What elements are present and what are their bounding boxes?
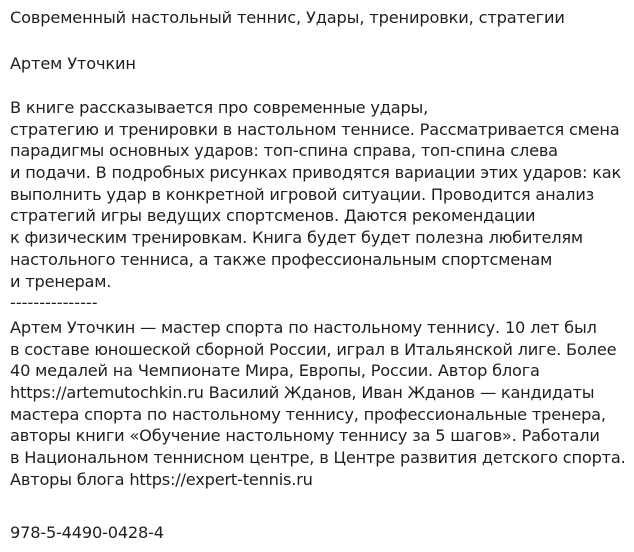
bio-line: в Национальном теннисном центре, в Центре развития детского спорта. bbox=[10, 448, 626, 468]
bio-line: Артем Уточкин — мастер спорта по настольному теннису. 10 лет был bbox=[10, 318, 597, 337]
bio-line: https://artemutochkin.ru Василий Жданов, Иван Жданов — кандидаты bbox=[10, 383, 595, 403]
description-line: настольного тенниса, а также профессиональным спортсменам bbox=[10, 249, 553, 269]
separator: --------------- bbox=[10, 293, 98, 313]
book-description bbox=[10, 97, 621, 314]
bio-line: мастера спорта по настольному теннису, профессиональные тренера, bbox=[10, 404, 606, 424]
description-line: парадигмы основных ударов: топ-спина справа, топ-спина слева bbox=[10, 141, 558, 161]
description-line: выполнить удар в конкретной игровой ситуации. Проводится анализ bbox=[10, 184, 595, 204]
description-line: к физическим тренировкам. Книга будет будет полезна любителям bbox=[10, 228, 583, 248]
book-author: Артем Уточкин bbox=[10, 54, 136, 73]
bio-line: 40 медалей на Чемпионате Мира, Европы, России. Автор блога bbox=[10, 361, 540, 381]
description-line: и подачи. В подробных рисунках приводятся вариации этих ударов: как bbox=[10, 163, 622, 183]
description-line: и тренерам. bbox=[10, 271, 112, 291]
book-title: Современный настольный теннис, Удары, тренировки, стратегии bbox=[10, 8, 565, 27]
description-line: В книге рассказывается про современные удары, bbox=[10, 98, 429, 117]
isbn: 978-5-4490-0428-4 bbox=[10, 523, 164, 542]
bio-line: авторы книги «Обучение настольному теннису за 5 шагов». Работали bbox=[10, 426, 600, 446]
description-line: стратегию и тренировки в настольном теннисе. Рассматривается смена bbox=[10, 119, 620, 139]
bio-line: в составе юношеской сборной России, играл в Итальянской лиге. Более bbox=[10, 339, 617, 359]
author-bio bbox=[10, 317, 626, 491]
bio-line: Авторы блога https://expert-tennis.ru bbox=[10, 469, 313, 489]
description-line: стратегий игры ведущих спортсменов. Даются рекомендации bbox=[10, 206, 536, 226]
